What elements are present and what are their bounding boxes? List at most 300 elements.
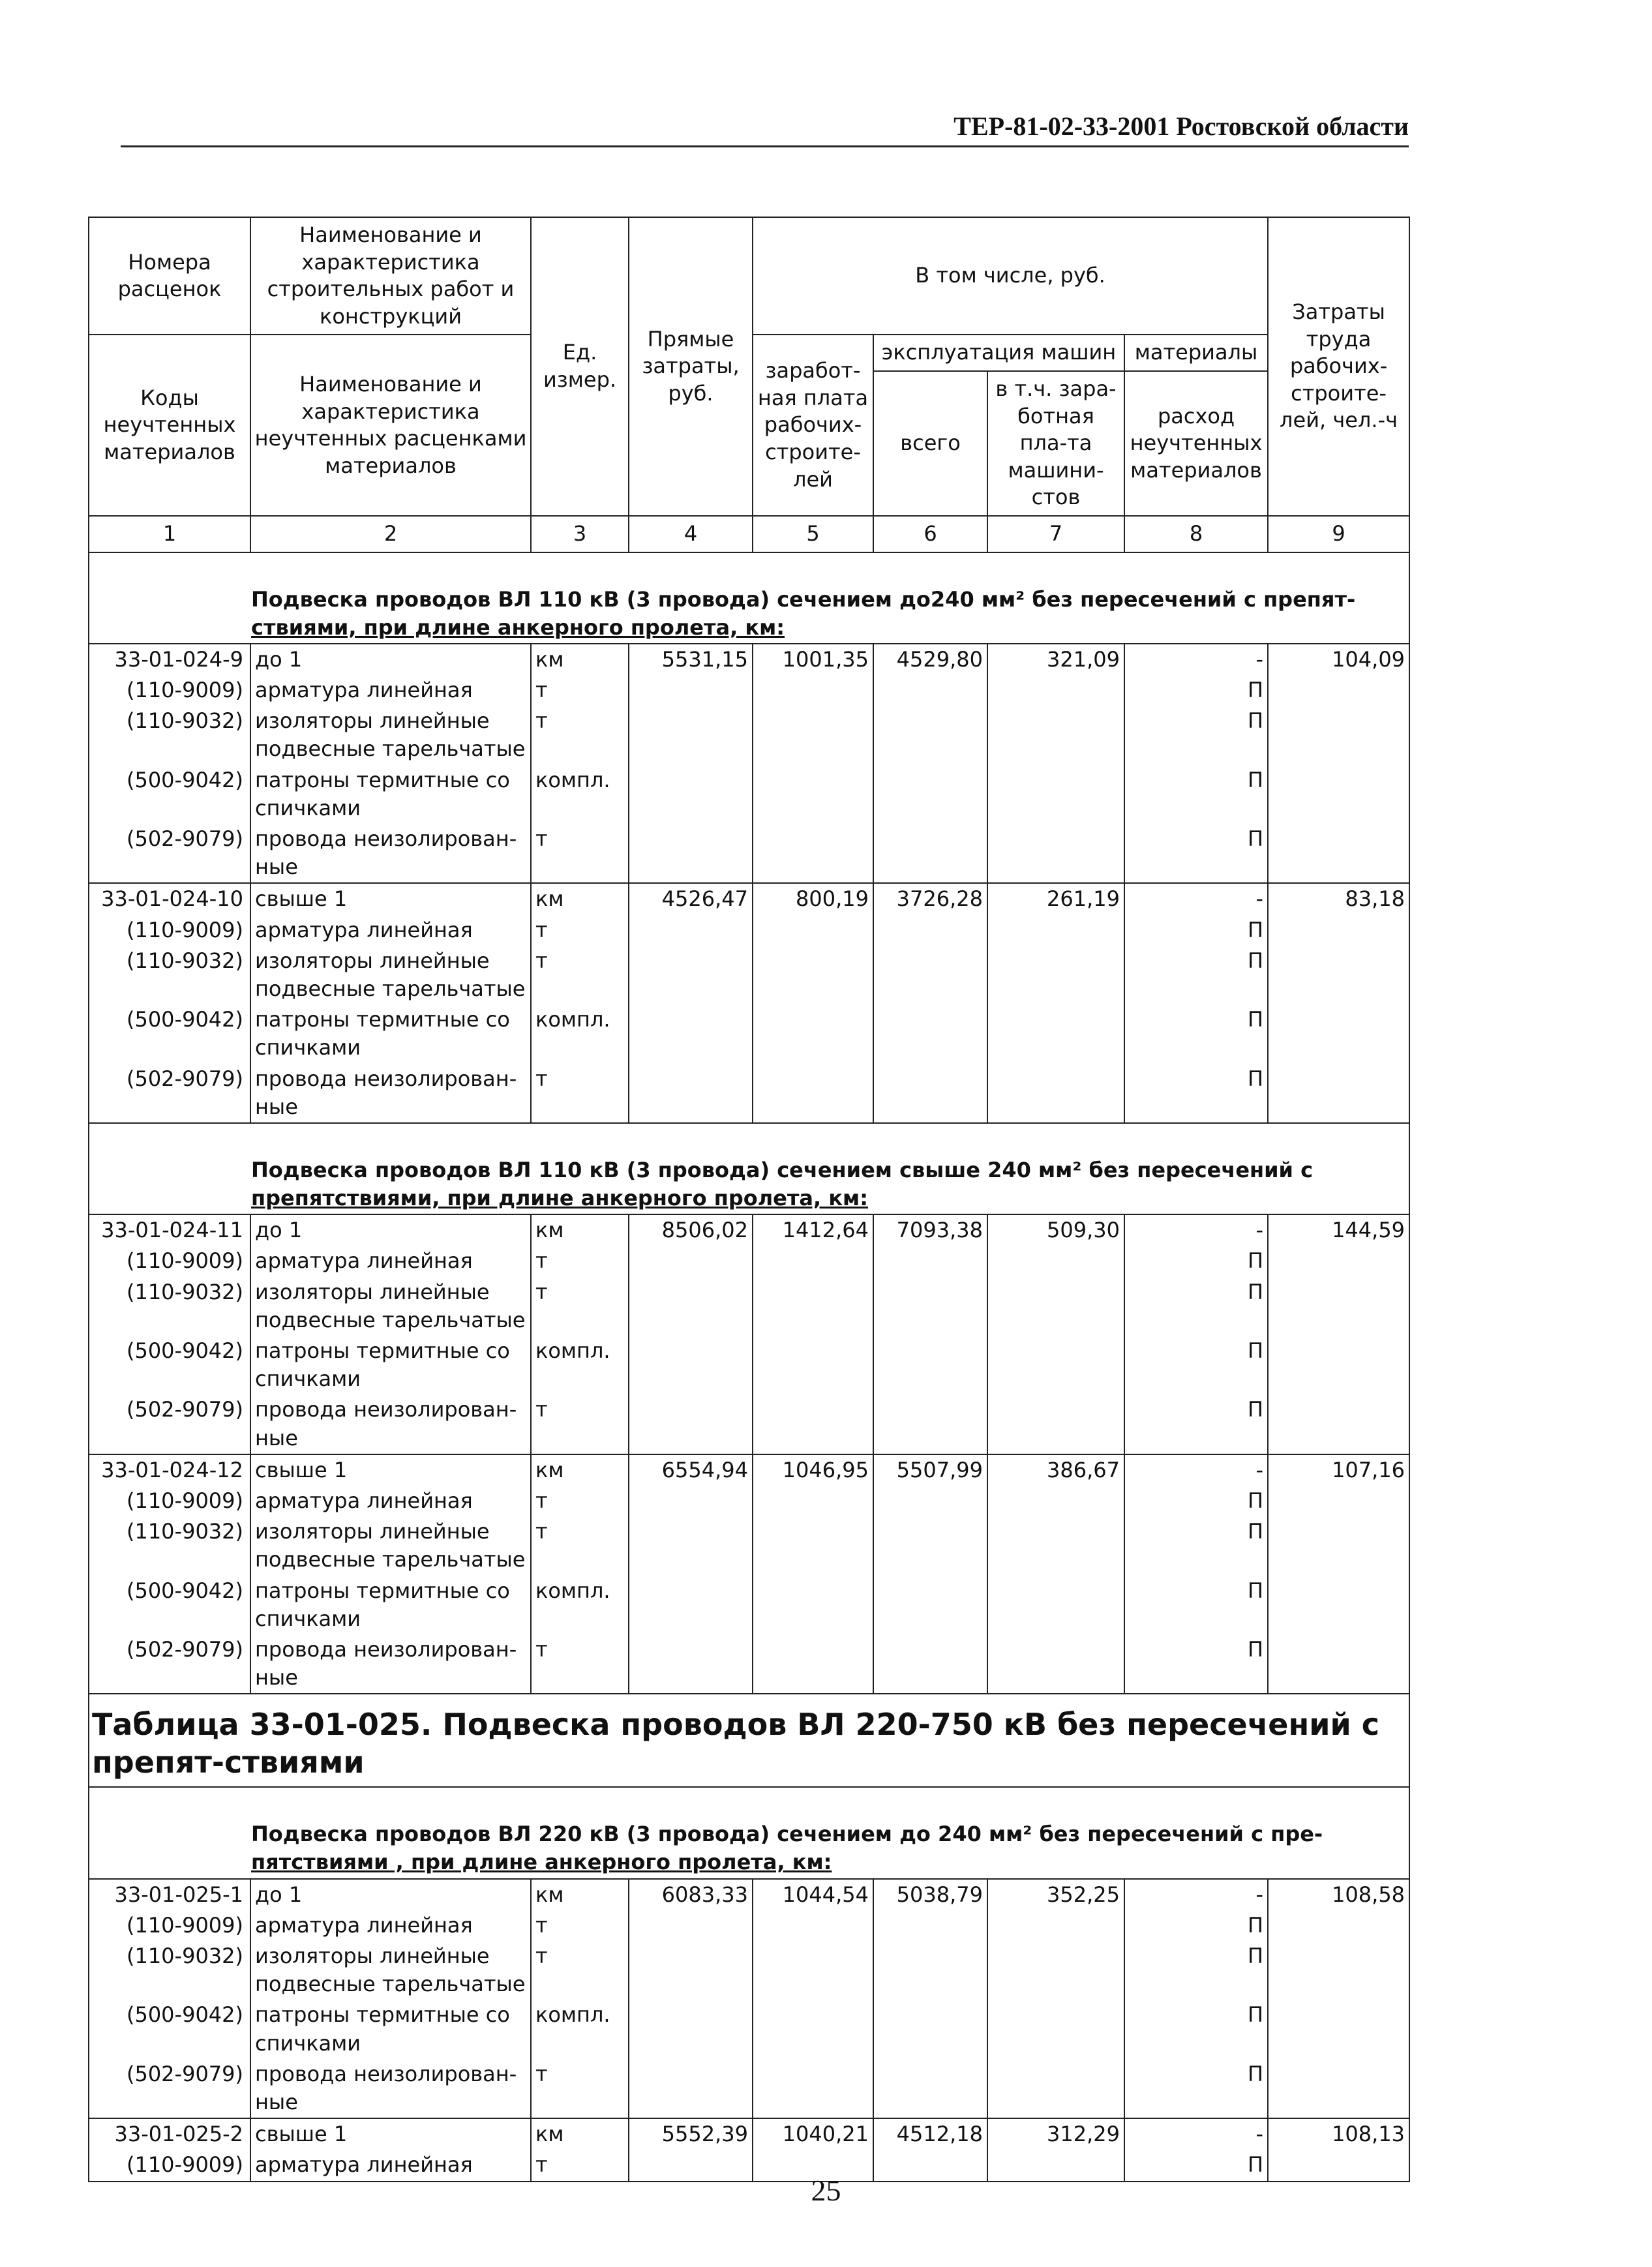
rate-unit: км xyxy=(531,1454,629,1486)
material-name: патроны термитные со спичками xyxy=(250,765,531,824)
empty-cell xyxy=(1268,1336,1409,1394)
material-mark: П xyxy=(1124,2059,1268,2118)
material-row xyxy=(89,1516,1409,1575)
material-name: изоляторы линейные подвесные тарельчатые xyxy=(250,1277,531,1336)
col-header-materials: материалы xyxy=(1124,335,1268,371)
empty-cell xyxy=(753,1910,873,1941)
col-header-2-bottom: Наименование и характеристика неучтенных расценками материалов xyxy=(250,335,531,516)
section-heading-row xyxy=(89,1787,1409,1878)
empty-cell xyxy=(873,765,987,824)
empty-cell xyxy=(629,765,753,824)
rate-direct-costs: 5531,15 xyxy=(629,644,753,675)
empty-cell xyxy=(987,1516,1124,1575)
empty-cell xyxy=(753,1064,873,1123)
empty-cell xyxy=(987,1910,1124,1941)
col-header-group: В том числе, руб. xyxy=(753,217,1268,335)
empty-cell xyxy=(629,675,753,706)
empty-cell xyxy=(753,1941,873,2000)
rate-name: свыше 1 xyxy=(250,1454,531,1486)
empty-cell xyxy=(873,1486,987,1516)
empty-cell xyxy=(629,2059,753,2118)
material-code: (110-9009) xyxy=(89,1910,250,1941)
empty-cell xyxy=(753,1277,873,1336)
empty-cell xyxy=(753,1336,873,1394)
material-name: изоляторы линейные подвесные тарельчатые xyxy=(250,1941,531,2000)
col-header-7: в т.ч. зара-ботная пла-та машини-стов xyxy=(987,371,1124,516)
empty-cell xyxy=(1268,2000,1409,2058)
rate-labor: 144,59 xyxy=(1268,1214,1409,1246)
material-name: провода неизолирован-ные xyxy=(250,1394,531,1454)
empty-cell xyxy=(629,706,753,764)
material-code: (500-9042) xyxy=(89,2000,250,2058)
material-name: изоляторы линейные подвесные тарельчатые xyxy=(250,706,531,764)
material-code: (110-9032) xyxy=(89,946,250,1004)
material-row xyxy=(89,1004,1409,1063)
material-name: патроны термитные со спичками xyxy=(250,1576,531,1634)
material-unit: т xyxy=(531,946,629,1004)
material-mark: П xyxy=(1124,946,1268,1004)
empty-cell xyxy=(753,1576,873,1634)
material-unit: компл. xyxy=(531,1576,629,1634)
empty-cell xyxy=(753,2059,873,2118)
empty-cell xyxy=(987,2059,1124,2118)
material-code: (110-9009) xyxy=(89,2150,250,2181)
rate-labor: 104,09 xyxy=(1268,644,1409,675)
material-code: (110-9009) xyxy=(89,1246,250,1276)
material-unit: т xyxy=(531,915,629,946)
table-title-row xyxy=(89,1694,1409,1787)
col-header-2-top: Наименование и характеристика строительных работ и конструкций xyxy=(250,217,531,335)
section-heading-line-2: препятствиями, при длине анкерного пролета, км: xyxy=(251,1186,868,1211)
material-code: (110-9009) xyxy=(89,1486,250,1516)
material-row xyxy=(89,706,1409,764)
rate-direct-costs: 4526,47 xyxy=(629,883,753,914)
rate-labor: 108,13 xyxy=(1268,2118,1409,2150)
empty-cell xyxy=(873,1277,987,1336)
material-mark: П xyxy=(1124,2150,1268,2181)
material-unit: т xyxy=(531,1910,629,1941)
empty-cell xyxy=(987,946,1124,1004)
rate-labor: 83,18 xyxy=(1268,883,1409,914)
material-name: арматура линейная xyxy=(250,675,531,706)
material-row xyxy=(89,675,1409,706)
rate-labor: 108,58 xyxy=(1268,1879,1409,1910)
material-row xyxy=(89,1576,1409,1634)
material-unit: компл. xyxy=(531,2000,629,2058)
column-number: 4 xyxy=(629,516,753,552)
empty-cell xyxy=(987,1277,1124,1336)
empty-cell xyxy=(1268,915,1409,946)
material-code: (500-9042) xyxy=(89,1576,250,1634)
empty-cell xyxy=(873,1634,987,1694)
material-row xyxy=(89,915,1409,946)
material-code: (502-9079) xyxy=(89,2059,250,2118)
rate-materials: - xyxy=(1124,1879,1268,1910)
material-code: (110-9032) xyxy=(89,1277,250,1336)
material-code: (110-9032) xyxy=(89,1516,250,1575)
rate-materials: - xyxy=(1124,2118,1268,2150)
material-code: (502-9079) xyxy=(89,824,250,883)
empty-cell xyxy=(1268,1064,1409,1123)
empty-cell xyxy=(629,946,753,1004)
rate-machines-total: 7093,38 xyxy=(873,1214,987,1246)
page-number: 25 xyxy=(811,2174,841,2207)
column-number: 7 xyxy=(987,516,1124,552)
empty-cell xyxy=(987,2000,1124,2058)
empty-cell xyxy=(753,1486,873,1516)
rate-materials: - xyxy=(1124,883,1268,914)
col-header-1-bottom: Коды неучтенных материалов xyxy=(89,335,250,516)
empty-cell xyxy=(1268,1394,1409,1454)
empty-cell xyxy=(873,1941,987,2000)
rate-direct-costs: 6554,94 xyxy=(629,1454,753,1486)
rate-row xyxy=(89,2118,1409,2150)
empty-cell xyxy=(1268,2059,1409,2118)
material-row xyxy=(89,1277,1409,1336)
material-mark: П xyxy=(1124,1910,1268,1941)
material-code: (502-9079) xyxy=(89,1634,250,1694)
material-mark: П xyxy=(1124,1004,1268,1063)
rate-machinist-wages: 509,30 xyxy=(987,1214,1124,1246)
material-row xyxy=(89,1910,1409,1941)
empty-cell xyxy=(1268,706,1409,764)
empty-cell xyxy=(873,1910,987,1941)
material-row xyxy=(89,765,1409,824)
col-header-1-top: Номера расценок xyxy=(89,217,250,335)
material-mark: П xyxy=(1124,765,1268,824)
empty-cell xyxy=(873,946,987,1004)
material-unit: т xyxy=(531,824,629,883)
empty-cell xyxy=(987,1486,1124,1516)
empty-cell xyxy=(629,1394,753,1454)
section-heading-line-1: Подвеска проводов ВЛ 220 кВ (3 провода) сечением до 240 мм² без пересечений с пре- xyxy=(251,1822,1323,1847)
column-number: 3 xyxy=(531,516,629,552)
empty-cell xyxy=(873,1336,987,1394)
empty-cell xyxy=(987,1634,1124,1694)
empty-cell xyxy=(987,1941,1124,2000)
rate-unit: км xyxy=(531,1879,629,1910)
rate-wages: 1412,64 xyxy=(753,1214,873,1246)
rate-name: свыше 1 xyxy=(250,2118,531,2150)
material-name: арматура линейная xyxy=(250,1910,531,1941)
material-code: (502-9079) xyxy=(89,1394,250,1454)
material-row xyxy=(89,1941,1409,2000)
section-heading-row xyxy=(89,1123,1409,1214)
material-code: (110-9009) xyxy=(89,675,250,706)
material-mark: П xyxy=(1124,824,1268,883)
rate-machines-total: 3726,28 xyxy=(873,883,987,914)
empty-cell xyxy=(753,1394,873,1454)
empty-cell xyxy=(987,824,1124,883)
material-name: провода неизолирован-ные xyxy=(250,1064,531,1123)
empty-cell xyxy=(629,1516,753,1575)
material-row xyxy=(89,1394,1409,1454)
material-row xyxy=(89,1246,1409,1276)
column-number: 2 xyxy=(250,516,531,552)
rate-direct-costs: 6083,33 xyxy=(629,1879,753,1910)
empty-cell xyxy=(1268,675,1409,706)
rate-unit: км xyxy=(531,1214,629,1246)
material-name: патроны термитные со спичками xyxy=(250,1004,531,1063)
empty-cell xyxy=(1268,824,1409,883)
rate-unit: км xyxy=(531,2118,629,2150)
empty-cell xyxy=(873,1516,987,1575)
empty-cell xyxy=(753,1634,873,1694)
material-mark: П xyxy=(1124,1336,1268,1394)
rate-machinist-wages: 261,19 xyxy=(987,883,1124,914)
empty-cell xyxy=(987,765,1124,824)
rate-wages: 1044,54 xyxy=(753,1879,873,1910)
empty-cell xyxy=(987,1246,1124,1276)
material-mark: П xyxy=(1124,1486,1268,1516)
column-numbers-row xyxy=(89,516,1409,552)
material-name: провода неизолирован-ные xyxy=(250,2059,531,2118)
empty-cell xyxy=(1268,1910,1409,1941)
col-header-6: всего xyxy=(873,371,987,516)
empty-cell xyxy=(873,1394,987,1454)
material-name: патроны термитные со спичками xyxy=(250,1336,531,1394)
material-mark: П xyxy=(1124,675,1268,706)
empty-cell xyxy=(873,1576,987,1634)
rate-wages: 1040,21 xyxy=(753,2118,873,2150)
empty-cell xyxy=(1268,765,1409,824)
material-mark: П xyxy=(1124,1576,1268,1634)
col-header-4: Прямые затраты, руб. xyxy=(629,217,753,516)
rate-wages: 800,19 xyxy=(753,883,873,914)
empty-cell xyxy=(753,915,873,946)
material-name: провода неизолирован-ные xyxy=(250,1634,531,1694)
rate-machines-total: 4512,18 xyxy=(873,2118,987,2150)
empty-cell xyxy=(629,1941,753,2000)
rate-wages: 1001,35 xyxy=(753,644,873,675)
col-header-9: Затраты труда рабочих-строите-лей, чел.-ч xyxy=(1268,217,1409,516)
empty-cell xyxy=(629,1336,753,1394)
empty-cell xyxy=(987,706,1124,764)
material-code: (502-9079) xyxy=(89,1064,250,1123)
material-name: патроны термитные со спичками xyxy=(250,2000,531,2058)
material-mark: П xyxy=(1124,706,1268,764)
empty-cell xyxy=(629,1004,753,1063)
rate-materials: - xyxy=(1124,644,1268,675)
section-heading-line-1: Подвеска проводов ВЛ 110 кВ (3 провода) сечением свыше 240 мм² без пересечений с xyxy=(251,1157,1314,1182)
empty-cell xyxy=(1268,1246,1409,1276)
material-row xyxy=(89,1634,1409,1694)
section-heading-row xyxy=(89,552,1409,644)
rate-row xyxy=(89,1879,1409,1910)
empty-cell xyxy=(873,1004,987,1063)
empty-cell xyxy=(629,1910,753,1941)
rate-machines-total: 4529,80 xyxy=(873,644,987,675)
document-header xyxy=(121,111,1409,147)
material-mark: П xyxy=(1124,1941,1268,2000)
empty-cell xyxy=(987,1394,1124,1454)
rate-code: 33-01-025-2 xyxy=(89,2118,250,2150)
empty-cell xyxy=(987,1064,1124,1123)
rate-row xyxy=(89,883,1409,914)
section-heading xyxy=(89,1123,1409,1214)
material-unit: т xyxy=(531,706,629,764)
material-unit: т xyxy=(531,1516,629,1575)
empty-cell xyxy=(629,915,753,946)
empty-cell xyxy=(873,2000,987,2058)
empty-cell xyxy=(753,2000,873,2058)
section-heading-line-2: пятствиями , при длине анкерного пролета, км: xyxy=(251,1850,832,1875)
material-name: изоляторы линейные подвесные тарельчатые xyxy=(250,1516,531,1575)
material-unit: компл. xyxy=(531,1004,629,1063)
material-unit: т xyxy=(531,2059,629,2118)
empty-cell xyxy=(873,1064,987,1123)
empty-cell xyxy=(987,1336,1124,1394)
empty-cell xyxy=(1268,1277,1409,1336)
rate-unit: км xyxy=(531,883,629,914)
material-name: изоляторы линейные подвесные тарельчатые xyxy=(250,946,531,1004)
material-row xyxy=(89,1336,1409,1394)
rate-machinist-wages: 386,67 xyxy=(987,1454,1124,1486)
rate-unit: км xyxy=(531,644,629,675)
material-row xyxy=(89,2059,1409,2118)
material-code: (110-9032) xyxy=(89,1941,250,2000)
material-code: (110-9009) xyxy=(89,915,250,946)
material-unit: т xyxy=(531,1246,629,1276)
material-row xyxy=(89,2000,1409,2058)
table-header xyxy=(89,217,1409,552)
empty-cell xyxy=(629,1277,753,1336)
material-mark: П xyxy=(1124,1064,1268,1123)
empty-cell xyxy=(629,2000,753,2058)
material-row xyxy=(89,1064,1409,1123)
material-mark: П xyxy=(1124,915,1268,946)
rate-code: 33-01-024-12 xyxy=(89,1454,250,1486)
rate-machinist-wages: 312,29 xyxy=(987,2118,1124,2150)
material-unit: компл. xyxy=(531,1336,629,1394)
empty-cell xyxy=(1268,1634,1409,1694)
empty-cell xyxy=(873,1246,987,1276)
empty-cell xyxy=(753,765,873,824)
document-title: ТЕР-81-02-33-2001 Ростовской области xyxy=(954,112,1409,141)
empty-cell xyxy=(873,915,987,946)
col-header-8: расход неучтенных материалов xyxy=(1124,371,1268,516)
material-code: (110-9032) xyxy=(89,706,250,764)
col-header-machines: эксплуатация машин xyxy=(873,335,1124,371)
empty-cell xyxy=(1268,1004,1409,1063)
empty-cell xyxy=(753,706,873,764)
material-code: (500-9042) xyxy=(89,765,250,824)
rate-name: до 1 xyxy=(250,1214,531,1246)
material-row xyxy=(89,1486,1409,1516)
empty-cell xyxy=(873,706,987,764)
column-number: 6 xyxy=(873,516,987,552)
material-row xyxy=(89,824,1409,883)
empty-cell xyxy=(753,675,873,706)
section-heading-line-1: Подвеска проводов ВЛ 110 кВ (3 провода) сечением до240 мм² без пересечений с препят- xyxy=(251,586,1356,612)
material-unit: компл. xyxy=(531,765,629,824)
material-unit: т xyxy=(531,1941,629,2000)
empty-cell xyxy=(987,1576,1124,1634)
empty-cell xyxy=(987,1004,1124,1063)
empty-cell xyxy=(629,1576,753,1634)
empty-cell xyxy=(1268,1941,1409,2000)
empty-cell xyxy=(1268,946,1409,1004)
rate-name: до 1 xyxy=(250,644,531,675)
material-unit: т xyxy=(531,1486,629,1516)
empty-cell xyxy=(629,1064,753,1123)
rate-name: свыше 1 xyxy=(250,883,531,914)
column-number: 1 xyxy=(89,516,250,552)
column-number: 5 xyxy=(753,516,873,552)
empty-cell xyxy=(1268,1576,1409,1634)
material-unit: т xyxy=(531,675,629,706)
rates-table xyxy=(88,217,1410,2182)
material-name: арматура линейная xyxy=(250,1486,531,1516)
rate-row xyxy=(89,1454,1409,1486)
rate-machines-total: 5038,79 xyxy=(873,1879,987,1910)
section-heading xyxy=(89,1787,1409,1878)
material-code: (500-9042) xyxy=(89,1004,250,1063)
empty-cell xyxy=(753,824,873,883)
col-header-5: заработ-ная плата рабочих-строите-лей xyxy=(753,335,873,516)
empty-cell xyxy=(1268,1486,1409,1516)
table-body xyxy=(89,552,1409,2182)
material-unit: т xyxy=(531,1277,629,1336)
rate-direct-costs: 5552,39 xyxy=(629,2118,753,2150)
material-mark: П xyxy=(1124,1277,1268,1336)
rate-code: 33-01-024-9 xyxy=(89,644,250,675)
table-title: Таблица 33-01-025. Подвеска проводов ВЛ 220-750 кВ без пересечений с препят-ствиями xyxy=(89,1694,1409,1787)
material-mark: П xyxy=(1124,1394,1268,1454)
col-header-3: Ед. измер. xyxy=(531,217,629,516)
rate-machinist-wages: 321,09 xyxy=(987,644,1124,675)
rate-row xyxy=(89,1214,1409,1246)
empty-cell xyxy=(629,1486,753,1516)
rate-code: 33-01-025-1 xyxy=(89,1879,250,1910)
rate-labor: 107,16 xyxy=(1268,1454,1409,1486)
material-name: провода неизолирован-ные xyxy=(250,824,531,883)
empty-cell xyxy=(873,2059,987,2118)
material-mark: П xyxy=(1124,2000,1268,2058)
section-heading-line-2: ствиями, при длине анкерного пролета, км: xyxy=(251,614,785,640)
section-heading xyxy=(89,552,1409,644)
material-unit: т xyxy=(531,1394,629,1454)
rate-direct-costs: 8506,02 xyxy=(629,1214,753,1246)
empty-cell xyxy=(753,1516,873,1575)
rate-machines-total: 5507,99 xyxy=(873,1454,987,1486)
material-mark: П xyxy=(1124,1634,1268,1694)
column-number: 9 xyxy=(1268,516,1409,552)
material-unit: т xyxy=(531,1064,629,1123)
rate-materials: - xyxy=(1124,1214,1268,1246)
rate-materials: - xyxy=(1124,1454,1268,1486)
material-name: арматура линейная xyxy=(250,915,531,946)
rate-wages: 1046,95 xyxy=(753,1454,873,1486)
column-number: 8 xyxy=(1124,516,1268,552)
empty-cell xyxy=(629,1246,753,1276)
empty-cell xyxy=(1268,1516,1409,1575)
empty-cell xyxy=(753,1246,873,1276)
empty-cell xyxy=(753,946,873,1004)
rate-code: 33-01-024-11 xyxy=(89,1214,250,1246)
rate-code: 33-01-024-10 xyxy=(89,883,250,914)
material-unit: т xyxy=(531,1634,629,1694)
empty-cell xyxy=(987,915,1124,946)
material-name: арматура линейная xyxy=(250,1246,531,1276)
empty-cell xyxy=(629,824,753,883)
material-row xyxy=(89,946,1409,1004)
empty-cell xyxy=(753,1004,873,1063)
empty-cell xyxy=(873,824,987,883)
empty-cell xyxy=(987,675,1124,706)
empty-cell xyxy=(873,675,987,706)
material-code: (500-9042) xyxy=(89,1336,250,1394)
